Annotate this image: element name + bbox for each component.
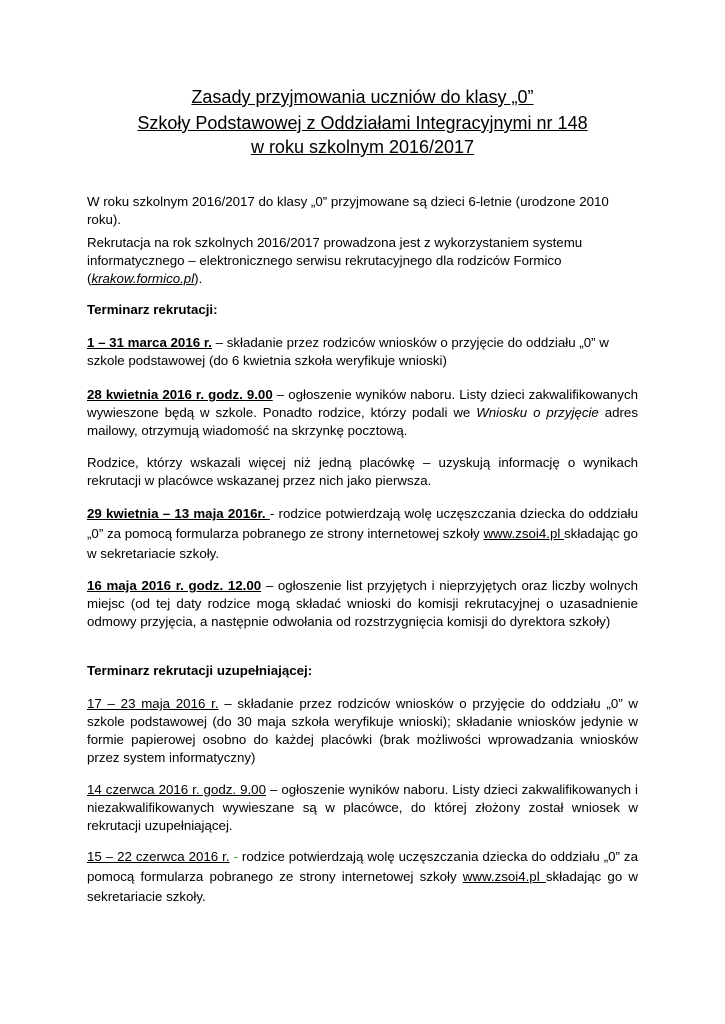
schedule-heading: Terminarz rekrutacji:	[87, 302, 218, 317]
supplementary-item-2: 14 czerwca 2016 r. godz. 9.00 – ogłoszenie wyników naboru. Listy dzieci zakwalifikowanych i niezakwalifikowanych wywieszane są w placówce, do której złożony został wniosek w rekrutacji uzupełniającej.	[87, 782, 638, 833]
schedule-item-5: 16 maja 2016 r. godz. 12.00 – ogłoszenie list przyjętych i nieprzyjętych oraz liczby wolnych miejsc (od tej daty rodzice mogą składać wnioski do komisji rekrutacyjnej o uzasadnienie odmowy przyjęcia, a następnie odwołania od rozstrzygnięcia komisji do dyrektora szkoły)	[87, 578, 638, 629]
supplementary-item-2-date: 14 czerwca 2016 r. godz. 9.00	[87, 782, 266, 797]
title-line-3: w roku szkolnym 2016/2017	[250, 137, 475, 157]
title-line-1: Zasady przyjmowania uczniów do klasy „0”	[191, 87, 534, 107]
intro-paragraph-2: Rekrutacja na rok szkolnych 2016/2017 prowadzona jest z wykorzystaniem systemu informatycznego – elektronicznego serwisu rekrutacyjnego dla rodziców Formico (krakow.formico.pl).	[87, 235, 583, 286]
schedule-item-5-date: 16 maja 2016 r. godz. 12.00	[87, 578, 262, 593]
formico-link[interactable]: krakow.formico.pl	[91, 271, 195, 286]
schedule-item-3: Rodzice, którzy wskazali więcej niż jedną placówkę – uzyskują informację o wynikach rekrutacji w placówce wskazanej przez nich jako pierwsza.	[87, 455, 638, 488]
supplementary-item-3: 15 – 22 czerwca 2016 r. - rodzice potwierdzają wolę uczęszczania dziecka do oddziału „0” za pomocą formularza pobranego ze strony internetowej szkoły www.zsoi4.pl składając go w sekretariacie szkoły.	[87, 849, 638, 904]
school-website-link-2[interactable]: www.zsoi4.pl	[462, 869, 546, 884]
intro-paragraph-1: W roku szkolnym 2016/2017 do klasy „0” przyjmowane są dzieci 6-letnie (urodzone 2010 roku).	[87, 194, 609, 227]
supplementary-item-3-date: 15 – 22 czerwca 2016 r.	[87, 849, 230, 864]
supplementary-item-1: 17 – 23 maja 2016 r. – składanie przez rodziców wniosków o przyjęcie do oddziału „0” w szkole podstawowej (do 30 maja szkoła weryfikuje wnioski); składanie wniosków jedynie w formie papierowej osobno do każdej placówki (brak możliwości wprowadzania wniosków przez system informatyczny)	[87, 696, 638, 765]
schedule-item-1-date: 1 – 31 marca 2016 r.	[87, 335, 212, 350]
schedule-item-2: 28 kwietnia 2016 r. godz. 9.00 – ogłoszenie wyników naboru. Listy dzieci zakwalifikowanych wywieszone będą w szkole. Ponadto rodzice, którzy podali we Wniosku o przyjęcie adres mailowy, otrzymują wiadomość na skrzynkę pocztową.	[87, 387, 638, 438]
schedule-item-4: 29 kwietnia – 13 maja 2016r. - rodzice potwierdzają wolę uczęszczania dziecka do oddziału „0” za pomocą formularza pobranego ze strony internetowej szkoły www.zsoi4.pl składając go w sekretariacie szkoły.	[87, 506, 638, 561]
supplementary-heading: Terminarz rekrutacji uzupełniającej:	[87, 663, 313, 678]
schedule-item-2-date: 28 kwietnia 2016 r. godz. 9.00	[87, 387, 273, 402]
schedule-item-4-date: 29 kwietnia – 13 maja 2016r.	[87, 506, 270, 521]
title-line-2: Szkoły Podstawowej z Oddziałami Integracyjnymi nr 148	[137, 113, 588, 133]
school-website-link[interactable]: www.zsoi4.pl	[483, 526, 565, 541]
supplementary-item-1-date: 17 – 23 maja 2016 r.	[87, 696, 219, 711]
schedule-item-1: 1 – 31 marca 2016 r. – składanie przez rodziców wniosków o przyjęcie do oddziału „0” w szkole podstawowej (do 6 kwietnia szkoła weryfikuje wnioski)	[87, 335, 609, 368]
